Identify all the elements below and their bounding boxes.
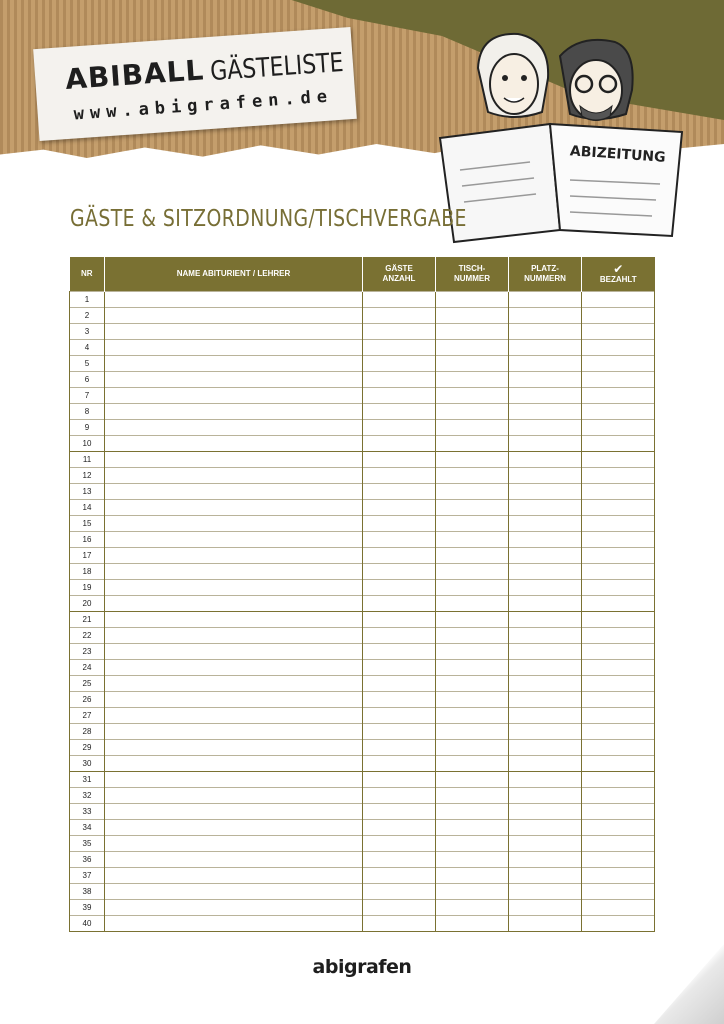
guest-count-cell[interactable]: [363, 468, 436, 484]
name-cell[interactable]: [105, 372, 363, 388]
table-number-cell[interactable]: [436, 436, 509, 452]
guest-count-cell[interactable]: [363, 676, 436, 692]
name-cell[interactable]: [105, 324, 363, 340]
table-row: [70, 724, 655, 740]
row-number: 14: [70, 500, 105, 516]
row-number: 20: [70, 596, 105, 612]
guest-count-cell[interactable]: [363, 484, 436, 500]
table-row: [70, 852, 655, 868]
seat-numbers-cell[interactable]: [509, 724, 582, 740]
table-number-cell[interactable]: [436, 532, 509, 548]
check-icon: ✔: [613, 261, 624, 276]
table-row: [70, 420, 655, 436]
guest-count-cell[interactable]: [363, 772, 436, 788]
paid-cell[interactable]: [582, 340, 655, 356]
paid-cell[interactable]: [582, 756, 655, 772]
newspaper-title: ABIZEITUNG: [569, 143, 667, 166]
row-number: 38: [70, 884, 105, 900]
paid-cell[interactable]: [582, 484, 655, 500]
row-number: 6: [70, 372, 105, 388]
guest-count-cell[interactable]: [363, 628, 436, 644]
table-number-cell[interactable]: [436, 884, 509, 900]
table-number-cell[interactable]: [436, 324, 509, 340]
seat-numbers-cell[interactable]: [509, 356, 582, 372]
name-cell[interactable]: [105, 404, 363, 420]
paid-cell[interactable]: [582, 676, 655, 692]
name-cell[interactable]: [105, 436, 363, 452]
row-number: 23: [70, 644, 105, 660]
table-number-cell[interactable]: [436, 356, 509, 372]
name-cell[interactable]: [105, 580, 363, 596]
table-number-cell[interactable]: [436, 500, 509, 516]
name-cell[interactable]: [105, 692, 363, 708]
guest-count-cell[interactable]: [363, 740, 436, 756]
guest-count-cell[interactable]: [363, 500, 436, 516]
paid-cell[interactable]: [582, 868, 655, 884]
row-number: 33: [70, 804, 105, 820]
table-row: [70, 580, 655, 596]
guest-count-cell[interactable]: [363, 548, 436, 564]
paid-cell[interactable]: [582, 660, 655, 676]
table-number-cell[interactable]: [436, 564, 509, 580]
paid-cell[interactable]: [582, 852, 655, 868]
page-title: GÄSTE & SITZORDNUNG/TISCHVERGABE: [70, 206, 467, 232]
seat-numbers-cell[interactable]: [509, 452, 582, 468]
paid-cell[interactable]: [582, 356, 655, 372]
paid-cell[interactable]: [582, 804, 655, 820]
name-cell[interactable]: [105, 788, 363, 804]
row-number: 34: [70, 820, 105, 836]
name-cell[interactable]: [105, 596, 363, 612]
paid-cell[interactable]: [582, 548, 655, 564]
paid-cell[interactable]: [582, 628, 655, 644]
guest-count-cell[interactable]: [363, 340, 436, 356]
table-number-cell[interactable]: [436, 772, 509, 788]
seat-numbers-cell[interactable]: [509, 340, 582, 356]
row-number: 28: [70, 724, 105, 740]
guest-count-cell[interactable]: [363, 596, 436, 612]
seat-numbers-cell[interactable]: [509, 756, 582, 772]
column-header-guest-count: GÄSTE ANZAHL: [363, 257, 436, 292]
table-row: [70, 340, 655, 356]
table-row: [70, 788, 655, 804]
guest-count-cell[interactable]: [363, 532, 436, 548]
table-number-cell[interactable]: [436, 868, 509, 884]
paid-cell[interactable]: [582, 500, 655, 516]
table-row: [70, 292, 655, 308]
paid-cell[interactable]: [582, 292, 655, 308]
seat-numbers-cell[interactable]: [509, 852, 582, 868]
paid-cell[interactable]: [582, 724, 655, 740]
seat-numbers-cell[interactable]: [509, 388, 582, 404]
row-number: 17: [70, 548, 105, 564]
table-row: [70, 516, 655, 532]
row-number: 12: [70, 468, 105, 484]
seat-numbers-cell[interactable]: [509, 436, 582, 452]
seat-numbers-cell[interactable]: [509, 820, 582, 836]
seat-numbers-cell[interactable]: [509, 916, 582, 932]
name-cell[interactable]: [105, 484, 363, 500]
table-number-cell[interactable]: [436, 516, 509, 532]
guest-count-cell[interactable]: [363, 516, 436, 532]
row-number: 37: [70, 868, 105, 884]
table-number-cell[interactable]: [436, 644, 509, 660]
row-number: 1: [70, 292, 105, 308]
table-number-cell[interactable]: [436, 852, 509, 868]
table-number-cell[interactable]: [436, 804, 509, 820]
seat-numbers-cell[interactable]: [509, 644, 582, 660]
paid-cell[interactable]: [582, 740, 655, 756]
name-cell[interactable]: [105, 884, 363, 900]
seat-numbers-cell[interactable]: [509, 580, 582, 596]
paid-cell[interactable]: [582, 580, 655, 596]
row-number: 32: [70, 788, 105, 804]
table-row: [70, 436, 655, 452]
table-number-cell[interactable]: [436, 788, 509, 804]
row-number: 22: [70, 628, 105, 644]
row-number: 7: [70, 388, 105, 404]
seat-numbers-cell[interactable]: [509, 372, 582, 388]
seat-numbers-cell[interactable]: [509, 804, 582, 820]
table-number-cell[interactable]: [436, 372, 509, 388]
guest-count-cell[interactable]: [363, 308, 436, 324]
table-row: [70, 468, 655, 484]
table-row: [70, 388, 655, 404]
table-row: [70, 564, 655, 580]
column-header-nr: NR: [70, 257, 105, 292]
guest-count-cell[interactable]: [363, 324, 436, 340]
table-number-cell[interactable]: [436, 660, 509, 676]
paid-cell[interactable]: [582, 820, 655, 836]
name-cell[interactable]: [105, 740, 363, 756]
name-cell[interactable]: [105, 612, 363, 628]
row-number: 4: [70, 340, 105, 356]
name-cell[interactable]: [105, 836, 363, 852]
seat-numbers-cell[interactable]: [509, 836, 582, 852]
table-number-cell[interactable]: [436, 724, 509, 740]
table-row: [70, 548, 655, 564]
seat-numbers-cell[interactable]: [509, 500, 582, 516]
name-cell[interactable]: [105, 356, 363, 372]
row-number: 13: [70, 484, 105, 500]
guest-count-cell[interactable]: [363, 404, 436, 420]
name-cell[interactable]: [105, 388, 363, 404]
guest-count-cell[interactable]: [363, 356, 436, 372]
seat-numbers-cell[interactable]: [509, 564, 582, 580]
table-number-cell[interactable]: [436, 628, 509, 644]
paid-cell[interactable]: [582, 772, 655, 788]
seat-numbers-cell[interactable]: [509, 420, 582, 436]
paid-cell[interactable]: [582, 692, 655, 708]
paid-cell[interactable]: [582, 516, 655, 532]
row-number: 3: [70, 324, 105, 340]
row-number: 16: [70, 532, 105, 548]
paid-cell[interactable]: [582, 436, 655, 452]
header-subtitle: GÄSTELISTE: [209, 48, 345, 88]
table-row: [70, 596, 655, 612]
table-row: [70, 820, 655, 836]
guest-count-cell[interactable]: [363, 452, 436, 468]
table-number-cell[interactable]: [436, 404, 509, 420]
row-number: 40: [70, 916, 105, 932]
name-cell[interactable]: [105, 308, 363, 324]
name-cell[interactable]: [105, 292, 363, 308]
guest-count-cell[interactable]: [363, 868, 436, 884]
table-row: [70, 772, 655, 788]
seat-numbers-cell[interactable]: [509, 660, 582, 676]
row-number: 10: [70, 436, 105, 452]
row-number: 15: [70, 516, 105, 532]
row-number: 27: [70, 708, 105, 724]
row-number: 2: [70, 308, 105, 324]
table-row: [70, 708, 655, 724]
name-cell[interactable]: [105, 644, 363, 660]
column-header-name: NAME ABITURIENT / LEHRER: [105, 257, 363, 292]
paid-cell[interactable]: [582, 532, 655, 548]
table-row: [70, 644, 655, 660]
paid-cell[interactable]: [582, 468, 655, 484]
seat-numbers-cell[interactable]: [509, 516, 582, 532]
table-row: [70, 676, 655, 692]
table-row: [70, 324, 655, 340]
newspaper: [440, 124, 682, 242]
guest-count-cell[interactable]: [363, 660, 436, 676]
name-cell[interactable]: [105, 852, 363, 868]
table-number-cell[interactable]: [436, 836, 509, 852]
guest-count-cell[interactable]: [363, 820, 436, 836]
paid-cell[interactable]: [582, 708, 655, 724]
seat-numbers-cell[interactable]: [509, 708, 582, 724]
name-cell[interactable]: [105, 772, 363, 788]
seat-numbers-cell[interactable]: [509, 772, 582, 788]
paid-cell[interactable]: [582, 564, 655, 580]
name-cell[interactable]: [105, 532, 363, 548]
name-cell[interactable]: [105, 516, 363, 532]
table-row: [70, 804, 655, 820]
table-number-cell[interactable]: [436, 612, 509, 628]
guest-count-cell[interactable]: [363, 420, 436, 436]
paid-cell[interactable]: [582, 388, 655, 404]
row-number: 30: [70, 756, 105, 772]
row-number: 36: [70, 852, 105, 868]
abigrafen-logo: abigrafen: [312, 956, 412, 978]
table-row: [70, 500, 655, 516]
table-row: [70, 452, 655, 468]
name-cell[interactable]: [105, 548, 363, 564]
guest-count-cell[interactable]: [363, 884, 436, 900]
seat-numbers-cell[interactable]: [509, 868, 582, 884]
paid-cell[interactable]: [582, 372, 655, 388]
row-number: 35: [70, 836, 105, 852]
name-cell[interactable]: [105, 420, 363, 436]
guest-seating-table: [69, 257, 655, 932]
name-cell[interactable]: [105, 724, 363, 740]
paid-cell[interactable]: [582, 644, 655, 660]
guest-count-cell[interactable]: [363, 708, 436, 724]
table-row: [70, 916, 655, 932]
table-number-cell[interactable]: [436, 388, 509, 404]
guest-count-cell[interactable]: [363, 292, 436, 308]
table-row: [70, 692, 655, 708]
header-url: www.abigrafen.de: [73, 86, 334, 125]
seat-numbers-cell[interactable]: [509, 548, 582, 564]
paid-cell[interactable]: [582, 916, 655, 932]
seat-numbers-cell[interactable]: [509, 740, 582, 756]
column-header-paid: ✔ BEZAHLT: [582, 257, 655, 292]
seat-numbers-cell[interactable]: [509, 292, 582, 308]
paid-cell[interactable]: [582, 404, 655, 420]
guest-count-cell[interactable]: [363, 916, 436, 932]
row-number: 19: [70, 580, 105, 596]
seat-numbers-cell[interactable]: [509, 788, 582, 804]
row-number: 5: [70, 356, 105, 372]
table-number-cell[interactable]: [436, 484, 509, 500]
table-number-cell[interactable]: [436, 580, 509, 596]
table-number-cell[interactable]: [436, 548, 509, 564]
paid-cell[interactable]: [582, 308, 655, 324]
row-number: 11: [70, 452, 105, 468]
paid-cell[interactable]: [582, 884, 655, 900]
name-cell[interactable]: [105, 708, 363, 724]
table-number-cell[interactable]: [436, 676, 509, 692]
table-row: [70, 308, 655, 324]
table-row: [70, 868, 655, 884]
paid-cell[interactable]: [582, 420, 655, 436]
guest-count-cell[interactable]: [363, 756, 436, 772]
table-row: [70, 372, 655, 388]
table-row: [70, 660, 655, 676]
row-number: 39: [70, 900, 105, 916]
column-header-table-number: TISCH- NUMMER: [436, 257, 509, 292]
guest-count-cell[interactable]: [363, 724, 436, 740]
name-cell[interactable]: [105, 628, 363, 644]
seat-numbers-cell[interactable]: [509, 596, 582, 612]
name-cell[interactable]: [105, 756, 363, 772]
name-cell[interactable]: [105, 468, 363, 484]
name-cell[interactable]: [105, 900, 363, 916]
name-cell[interactable]: [105, 804, 363, 820]
table-number-cell[interactable]: [436, 916, 509, 932]
paid-cell[interactable]: [582, 612, 655, 628]
row-number: 24: [70, 660, 105, 676]
guest-count-cell[interactable]: [363, 372, 436, 388]
guest-count-cell[interactable]: [363, 836, 436, 852]
table-row: [70, 836, 655, 852]
row-number: 21: [70, 612, 105, 628]
row-number: 9: [70, 420, 105, 436]
table-number-cell[interactable]: [436, 756, 509, 772]
guest-count-cell[interactable]: [363, 436, 436, 452]
table-number-cell[interactable]: [436, 692, 509, 708]
column-header-seat-numbers: PLATZ- NUMMERN: [509, 257, 582, 292]
table-row: [70, 532, 655, 548]
name-cell[interactable]: [105, 660, 363, 676]
seat-numbers-cell[interactable]: [509, 404, 582, 420]
table-row: [70, 612, 655, 628]
table-number-cell[interactable]: [436, 292, 509, 308]
table-header-row: [70, 257, 655, 292]
row-number: 25: [70, 676, 105, 692]
table-row: [70, 404, 655, 420]
table-number-cell[interactable]: [436, 708, 509, 724]
name-cell[interactable]: [105, 820, 363, 836]
guest-count-cell[interactable]: [363, 644, 436, 660]
paid-cell[interactable]: [582, 836, 655, 852]
seat-numbers-cell[interactable]: [509, 884, 582, 900]
paid-cell[interactable]: [582, 324, 655, 340]
guest-count-cell[interactable]: [363, 852, 436, 868]
paid-cell[interactable]: [582, 900, 655, 916]
seat-numbers-cell[interactable]: [509, 692, 582, 708]
name-cell[interactable]: [105, 340, 363, 356]
paid-cell[interactable]: [582, 788, 655, 804]
table-row: [70, 356, 655, 372]
table-number-cell[interactable]: [436, 468, 509, 484]
guest-count-cell[interactable]: [363, 804, 436, 820]
paid-cell[interactable]: [582, 452, 655, 468]
row-number: 8: [70, 404, 105, 420]
seat-numbers-cell[interactable]: [509, 324, 582, 340]
table-row: [70, 756, 655, 772]
name-cell[interactable]: [105, 868, 363, 884]
woman-figure: [478, 34, 548, 117]
name-cell[interactable]: [105, 676, 363, 692]
guest-count-cell[interactable]: [363, 788, 436, 804]
row-number: 31: [70, 772, 105, 788]
table-number-cell[interactable]: [436, 452, 509, 468]
seat-numbers-cell[interactable]: [509, 900, 582, 916]
table-row: [70, 900, 655, 916]
table-number-cell[interactable]: [436, 340, 509, 356]
guest-count-cell[interactable]: [363, 564, 436, 580]
row-number: 26: [70, 692, 105, 708]
guest-count-cell[interactable]: [363, 388, 436, 404]
table-row: [70, 628, 655, 644]
table-row: [70, 884, 655, 900]
name-cell[interactable]: [105, 916, 363, 932]
header-title: ABIBALL GÄSTELISTE: [64, 48, 345, 96]
table-number-cell[interactable]: [436, 740, 509, 756]
seat-numbers-cell[interactable]: [509, 532, 582, 548]
table-row: [70, 740, 655, 756]
name-cell[interactable]: [105, 564, 363, 580]
row-number: 18: [70, 564, 105, 580]
seat-numbers-cell[interactable]: [509, 676, 582, 692]
guest-count-cell[interactable]: [363, 612, 436, 628]
table-number-cell[interactable]: [436, 308, 509, 324]
name-cell[interactable]: [105, 452, 363, 468]
row-number: 29: [70, 740, 105, 756]
table-number-cell[interactable]: [436, 900, 509, 916]
seat-numbers-cell[interactable]: [509, 628, 582, 644]
table-row: [70, 484, 655, 500]
table-number-cell[interactable]: [436, 596, 509, 612]
paid-cell[interactable]: [582, 596, 655, 612]
table-number-cell[interactable]: [436, 820, 509, 836]
seat-numbers-cell[interactable]: [509, 308, 582, 324]
seat-numbers-cell[interactable]: [509, 468, 582, 484]
seat-numbers-cell[interactable]: [509, 484, 582, 500]
guest-count-cell[interactable]: [363, 900, 436, 916]
guest-count-cell[interactable]: [363, 692, 436, 708]
guest-count-cell[interactable]: [363, 580, 436, 596]
seat-numbers-cell[interactable]: [509, 612, 582, 628]
man-figure: [560, 40, 633, 120]
name-cell[interactable]: [105, 500, 363, 516]
table-number-cell[interactable]: [436, 420, 509, 436]
